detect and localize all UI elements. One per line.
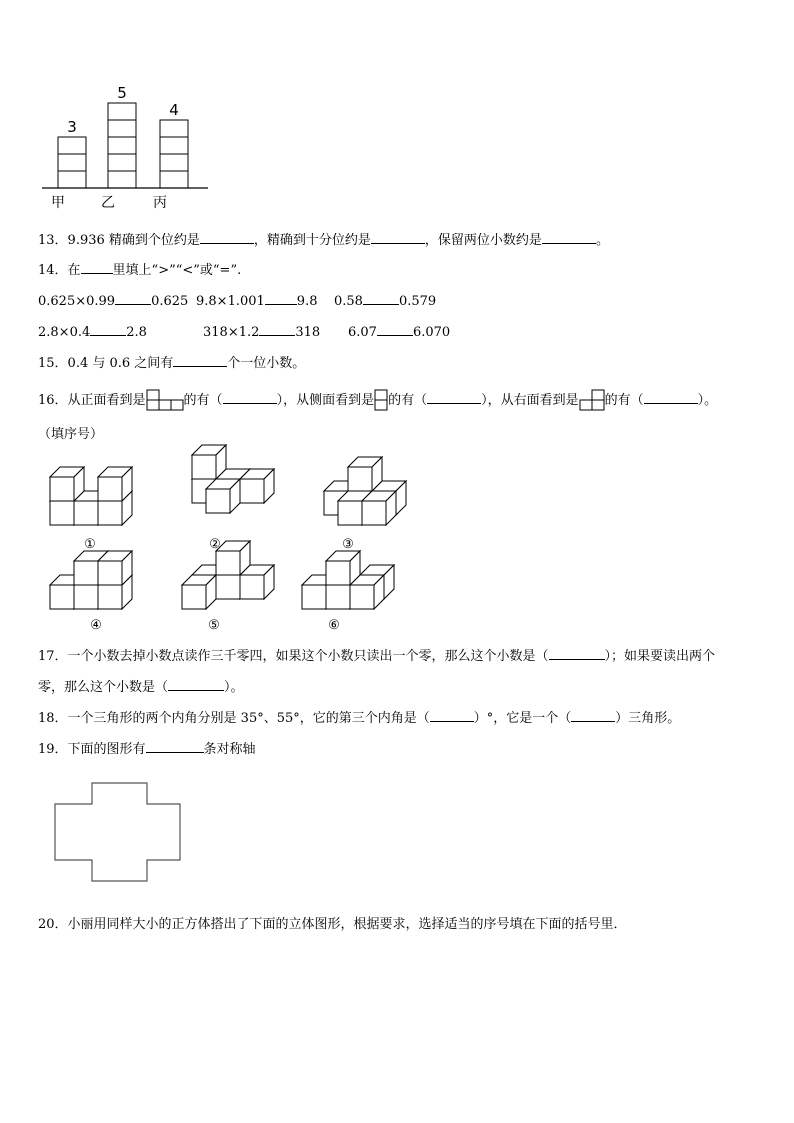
cube-stack-figure bbox=[0, 0, 794, 220]
answer-blank-18a[interactable] bbox=[430, 707, 474, 722]
question-13: 13．9.936 精确到个位约是 ，精确到十分位约是 ，保留两位小数约是 。 bbox=[38, 229, 609, 250]
question-17-line-1: 17．一个小数去掉小数点读作三千零四，如果这个小数只读出一个零，那么这个小数是（ ）；如果要读出两个 bbox=[38, 645, 715, 666]
figure-label-2: ② bbox=[209, 537, 221, 552]
answer-blank-13a[interactable] bbox=[200, 229, 254, 244]
answer-blank-14-stem bbox=[81, 259, 113, 274]
question-20: 20．小丽用同样大小的正方体搭出了下面的立体图形，根据要求，选择适当的序号填在下面的括号里． bbox=[38, 917, 627, 932]
cross-shape-figure bbox=[0, 780, 794, 900]
cube bbox=[98, 551, 132, 585]
stack-square bbox=[160, 171, 188, 188]
question-17-line-2: 零，那么这个小数是（ ）。 bbox=[38, 676, 244, 697]
stack-square bbox=[160, 154, 188, 171]
right-view-icon bbox=[579, 389, 605, 411]
question-16: 16．从正面看到是 的有（ ），从侧面看到是 的有（ ），从右面看到是 的有（ ）。 bbox=[38, 389, 717, 411]
stack-square bbox=[108, 120, 136, 137]
cube bbox=[50, 467, 84, 501]
stack-square bbox=[58, 137, 86, 154]
question-14: 14．在 里填上“>”“<”或“=”. bbox=[38, 259, 241, 280]
answer-blank-14-1[interactable] bbox=[115, 290, 151, 305]
comparison-item: 6.07 6.070 bbox=[348, 321, 450, 342]
question-19: 19．下面的图形有 条对称轴 bbox=[38, 738, 256, 759]
stack-name-label: 丙 bbox=[153, 195, 167, 211]
stack-square bbox=[160, 120, 188, 137]
stack-square bbox=[108, 137, 136, 154]
cube bbox=[216, 541, 250, 575]
cube bbox=[182, 575, 216, 609]
cube-figures bbox=[0, 455, 794, 655]
stack-name-label: 甲 bbox=[51, 195, 65, 211]
question-15: 15．0.4 与 0.6 之间有 个一位小数。 bbox=[38, 352, 305, 373]
front-view-icon bbox=[146, 389, 184, 411]
stack-square bbox=[108, 154, 136, 171]
answer-blank-13b[interactable] bbox=[371, 229, 425, 244]
answer-blank-14-2[interactable] bbox=[265, 290, 297, 305]
answer-blank-16b[interactable] bbox=[427, 389, 481, 404]
answer-blank-14-5[interactable] bbox=[259, 321, 295, 336]
cube bbox=[362, 491, 396, 525]
comparison-item: 0.58 0.579 bbox=[334, 290, 436, 311]
stack-count-label: 4 bbox=[169, 101, 179, 119]
cube bbox=[206, 479, 240, 513]
answer-blank-17b[interactable] bbox=[168, 676, 224, 691]
comparison-item: 2.8×0.4 2.8 bbox=[38, 321, 147, 342]
answer-blank-15[interactable] bbox=[173, 352, 227, 367]
stack-square bbox=[58, 154, 86, 171]
answer-blank-14-4[interactable] bbox=[90, 321, 126, 336]
comparison-item: 318×1.2 318 bbox=[203, 321, 320, 342]
comparison-item: 0.625×0.99 0.625 bbox=[38, 290, 188, 311]
answer-blank-19[interactable] bbox=[146, 738, 204, 753]
answer-blank-16c[interactable] bbox=[644, 389, 698, 404]
answer-blank-13c[interactable] bbox=[542, 229, 596, 244]
stack-square bbox=[108, 171, 136, 188]
cube bbox=[98, 467, 132, 501]
cross-outline bbox=[55, 783, 180, 881]
answer-blank-14-3[interactable] bbox=[363, 290, 399, 305]
stack-square bbox=[58, 171, 86, 188]
cube bbox=[240, 469, 274, 503]
cube bbox=[348, 457, 382, 491]
stack-count-label: 5 bbox=[117, 84, 127, 102]
answer-blank-16a[interactable] bbox=[223, 389, 277, 404]
figure-label-6: ⑥ bbox=[328, 618, 340, 633]
side-view-icon bbox=[374, 389, 388, 411]
stack-square bbox=[160, 137, 188, 154]
stack-count-label: 3 bbox=[67, 118, 77, 136]
answer-blank-18b[interactable] bbox=[571, 707, 615, 722]
question-16-note: （填序号） bbox=[38, 427, 104, 442]
cube bbox=[192, 445, 226, 479]
answer-blank-17a[interactable] bbox=[549, 645, 605, 660]
comparison-item: 9.8×1.001 9.8 bbox=[196, 290, 317, 311]
stack-name-label: 乙 bbox=[101, 195, 115, 211]
figure-label-1: ① bbox=[84, 537, 96, 552]
cube bbox=[326, 551, 360, 585]
answer-blank-14-6[interactable] bbox=[377, 321, 413, 336]
figure-label-3: ③ bbox=[342, 537, 354, 552]
question-18: 18．一个三角形的两个内角分别是 35°、55°，它的第三个内角是（ ）°，它是一个（ ）三角形。 bbox=[38, 707, 680, 728]
stack-square bbox=[108, 103, 136, 120]
figure-label-5: ⑤ bbox=[208, 618, 220, 633]
figure-label-4: ④ bbox=[90, 618, 102, 633]
